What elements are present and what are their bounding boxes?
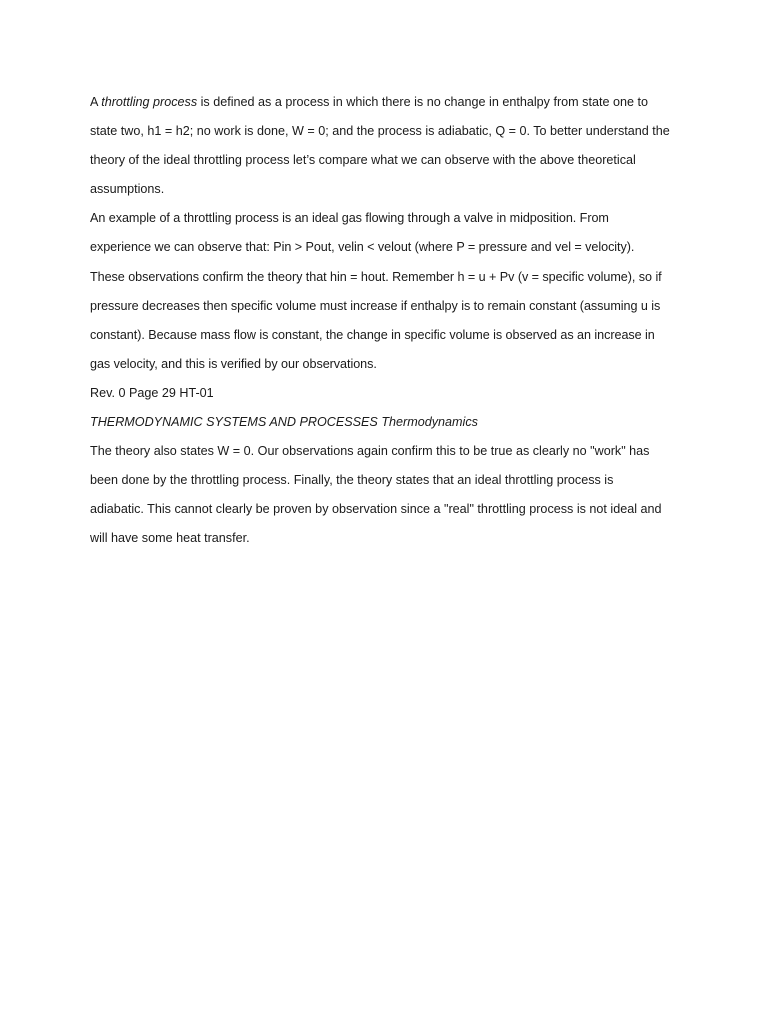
paragraph-text: is defined as a process in which there is no change in enthalpy from state one to state two, h1 = h2; no work is done, W = 0; and the process is adiabatic, Q = 0. To better understand the theory of the ideal throttling process let’s compare what we can observe with the above theoretical assumptions. [90, 95, 670, 197]
page-header-section-title [90, 408, 670, 437]
page-footer-reference: Rev. 0 Page 29 HT-01 [90, 385, 214, 400]
paragraph-throttling-example: An example of a throttling process is an ideal gas flowing through a valve in midposition. From experience we can observe that: Pin > Pout, velin < velout (where P = pressure and vel = velocity). These observations confirm the theory that hin = hout. Remember h = u + Pv (v = specific volume), so if pressure decreases then specific volume must increase if enthalpy is to remain constant (assuming u is constant). Because mass flow is constant, the change in specific volume is observed as an increase in gas velocity, and this is verified by our observations. [90, 211, 662, 371]
paragraph-prefix: A [90, 95, 102, 109]
document-body [90, 88, 670, 554]
section-title-italic: THERMODYNAMIC SYSTEMS AND PROCESSES Thermodynamics [90, 415, 478, 430]
paragraph-throttling-definition [90, 88, 670, 204]
italic-term-throttling-process: throttling process [101, 95, 198, 109]
paragraph-work-and-adiabatic: The theory also states W = 0. Our observations again confirm this to be true as clearly no "work" has been done by the throttling process. Finally, the theory states that an ideal throttling process is adiabatic. This cannot clearly be proven by observation since a "real" throttling process is not ideal and will have some heat transfer. [90, 444, 662, 546]
